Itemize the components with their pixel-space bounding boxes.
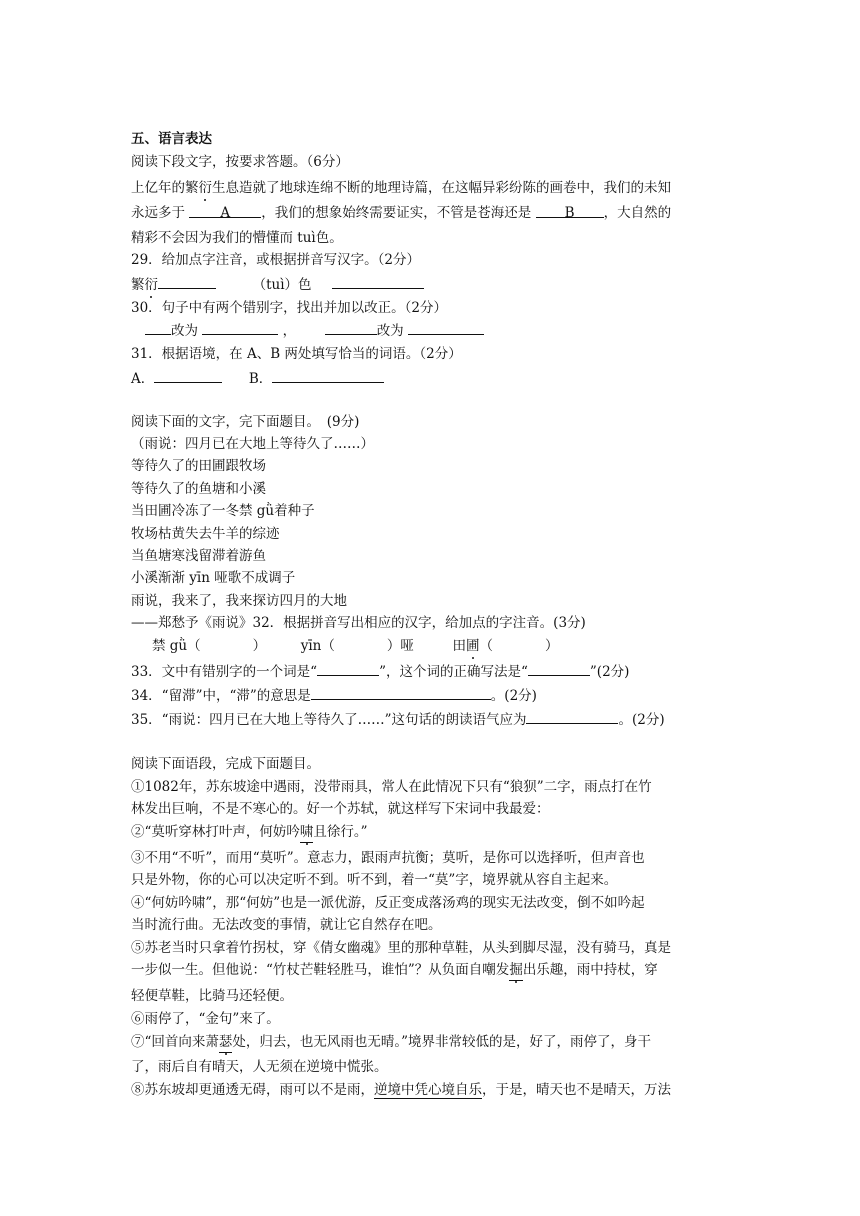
q30-answers: 改为 ， 改为	[145, 320, 484, 341]
q30-blank-4[interactable]	[408, 320, 484, 335]
dotted-char: 瑟	[219, 1032, 233, 1053]
poem-source-and-q32: ——郑愁予《雨说》32．根据拼音写出相应的汉字，给加点的字注音。(3分)	[131, 615, 586, 631]
part3-line-2: 林发出巨响，不是不寒心的。好一个苏轼，就这样写下宋词中我最爱：	[131, 801, 550, 817]
poem-line-2: 等待久了的田圃跟牧场	[131, 458, 266, 474]
part1-para-line1: 上亿年的繁衍生息造就了地球连绵不断的地理诗篇，在这幅异彩纷陈的画卷中，我们的未知	[131, 180, 671, 196]
dotted-char: 掘	[509, 960, 523, 981]
poem-line-4: 当田圃冷冻了一冬禁 gǜ着种子	[131, 503, 315, 519]
part1-para-line2: 永远多于 A ，我们的想象始终需要证实，不管是苍海还是 B ，大自然的	[131, 205, 672, 221]
poem-line-3: 等待久了的鱼塘和小溪	[131, 481, 266, 497]
q29-blank-1[interactable]	[158, 274, 216, 289]
part3-line-10: 轻便草鞋，比骑马还轻便。	[131, 988, 293, 1004]
q30-blank-3[interactable]	[325, 320, 377, 335]
poem-line-8: 雨说，我来了，我来探访四月的大地	[131, 593, 347, 609]
question-33: 33．文中有错别字的一个词是“ ”，这个词的正确写法是“ ”(2分)	[131, 661, 629, 682]
section-title: 五、语言表达	[131, 131, 212, 147]
dotted-char: 衍	[198, 180, 212, 196]
blank-a[interactable]: A	[189, 203, 261, 218]
question-31: 31．根据语境，在 A、B 两处填写恰当的词语。（2分）	[131, 346, 462, 362]
part3-line-14: ⑧苏东坡却更通透无碍，雨可以不是雨，逆境中凭心境自乐，于是，晴天也不是晴天，万法	[131, 1082, 671, 1098]
q31-answers: A． B．	[131, 368, 384, 389]
q32-answers: 禁 gǜ（ ） yīn（ ）哑 田圃（ ）	[152, 638, 559, 654]
part3-line-6: ④“何妨吟啸”，那“何妨”也是一派优游，反正变成落汤鸡的现实无法改变，倒不如吟起	[131, 895, 645, 911]
dotted-char: 衍	[144, 277, 158, 293]
q31-blank-b[interactable]	[272, 368, 384, 383]
poem-line-5: 牧场枯黄失去牛羊的综迹	[131, 526, 280, 542]
poem-line-1: （雨说：四月已在大地上等待久了……）	[131, 436, 374, 452]
dotted-char: 啸	[300, 822, 314, 843]
part3-line-12: ⑦“回首向来萧瑟处，归去，也无风雨也无晴。”境界非常较低的是，好了，雨停了，身干	[131, 1032, 651, 1053]
q29-blank-2[interactable]	[332, 274, 424, 289]
poem-line-7: 小溪渐渐 yīn 哑歌不成调子	[131, 570, 296, 586]
part1-para-line3: 精彩不会因为我们的懵懂而 tuì色。	[131, 230, 343, 246]
q35-blank[interactable]	[526, 709, 618, 724]
part1-instruction: 阅读下段文字，按要求答题。（6分）	[131, 154, 349, 170]
part3-line-1: ①1082年，苏东坡途中遇雨，没带雨具，常人在此情况下只有“狼狈”二字，雨点打在竹	[131, 779, 652, 795]
part3-line-4: ③不用“不听”，而用“莫听”。意志力，跟雨声抗衡；莫听，是你可以选择听，但声音也	[131, 850, 645, 866]
part3-line-13: 了，雨后自有晴天，人无须在逆境中慌张。	[131, 1059, 388, 1075]
part2-instruction: 阅读下面的文字，完下面题目。 (9分)	[131, 414, 360, 430]
part3-instruction: 阅读下面语段，完成下面题目。	[131, 756, 320, 772]
blank-b[interactable]: B	[536, 203, 604, 218]
part3-line-7: 当时流行曲。无法改变的事情，就让它自然存在吧。	[131, 917, 442, 933]
part3-line-11: ⑥雨停了，“金句”来了。	[131, 1011, 280, 1027]
q30-blank-1[interactable]	[145, 320, 171, 335]
dotted-char: 圃	[465, 638, 480, 654]
question-34: 34．“留滞”中，“滞”的意思是 。(2分)	[131, 685, 537, 706]
q31-blank-a[interactable]	[154, 368, 222, 383]
part3-line-9: 一步似一生。但他说：“竹杖芒鞋轻胜马，谁怕”？从负面自嘲发掘出乐趣，雨中持杖，穿	[131, 960, 658, 981]
q33-blank-2[interactable]	[528, 661, 590, 676]
question-35: 35．“雨说：四月已在大地上等待久了……”这句话的朗读语气应为 。(2分)	[131, 709, 665, 730]
question-29: 29．给加点字注音，或根据拼音写汉字。（2分）	[131, 252, 421, 268]
question-30: 30．句子中有两个错别字，找出并加以改正。（2分）	[131, 300, 448, 316]
q29-answers: 繁衍 （tuì）色	[131, 274, 424, 295]
part3-line-8: ⑤苏老当时只拿着竹拐杖，穿《倩女幽魂》里的那种草鞋，从头到脚尽湿，没有骑马，真是	[131, 940, 671, 956]
poem-line-6: 当鱼塘寒浅留滞着游鱼	[131, 548, 266, 564]
q30-blank-2[interactable]	[202, 320, 278, 335]
q33-blank-1[interactable]	[317, 661, 379, 676]
part3-line-5: 只是外物，你的心可以决定听不到。听不到，着一“莫”字，境界就从容自主起来。	[131, 872, 618, 888]
underlined-phrase: 逆境中凭心境自乐	[374, 1082, 482, 1098]
q34-blank[interactable]	[311, 685, 491, 700]
part3-line-3: ②“莫听穿林打叶声，何妨吟啸且徐行。”	[131, 822, 368, 843]
